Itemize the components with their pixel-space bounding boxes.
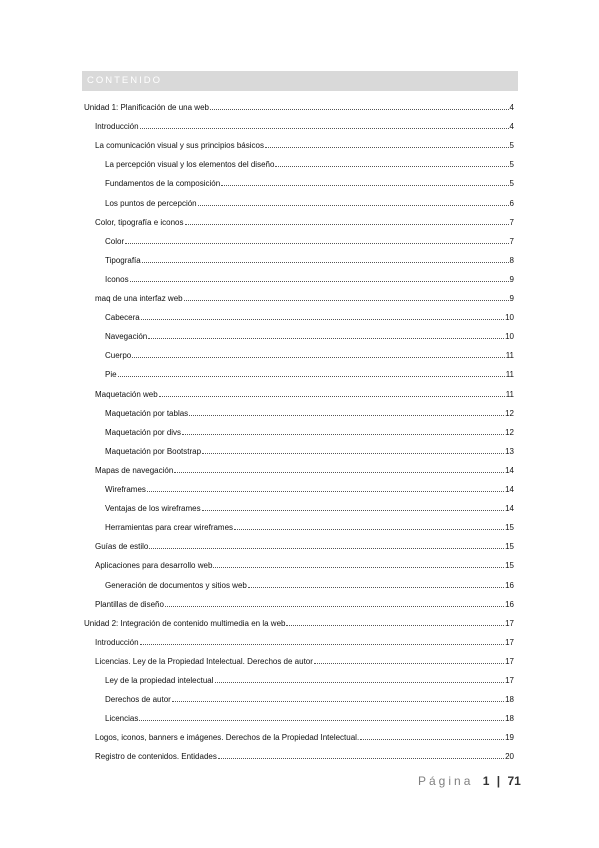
toc-entry[interactable] [84,611,514,628]
page-total: 71 [507,774,521,788]
toc-entry-leader [159,382,505,397]
toc-entry-leader [202,439,504,454]
toc-entry-title: Maquetación web [95,389,158,399]
toc-entry-leader [125,229,508,244]
toc-entry[interactable] [95,133,514,151]
toc-entry[interactable] [105,573,514,590]
toc-entry-leader [221,171,508,186]
toc-entry-leader [210,95,509,110]
toc-entry[interactable] [95,592,514,609]
toc-entry-page: 5 [509,141,514,151]
toc-entry[interactable] [95,382,514,399]
toc-entry-page: 9 [509,274,514,284]
toc-entry[interactable] [105,248,514,265]
toc-entry-leader [132,343,504,358]
page-number: 1 [482,774,490,788]
toc-entry[interactable] [105,324,514,342]
toc-entry-page: 17 [505,618,514,628]
toc-entry-page: 11 [505,389,514,399]
toc-entry-page: 18 [505,695,514,705]
toc-entry-leader [215,668,505,683]
toc-entry-page: 8 [509,255,514,265]
toc-entry-title: Fundamentos de la composición [105,179,221,189]
toc-entry[interactable] [95,630,514,647]
toc-entry-title: La comunicación visual y sus principios básicos [95,141,264,151]
toc-entry[interactable] [84,95,514,112]
toc-entry-title: Derechos de autor [105,695,171,705]
toc-entry-leader [172,687,504,702]
toc-entry-leader [165,592,504,607]
toc-entry-leader [182,420,504,435]
toc-entry-title: Maquetación por divs [105,427,182,437]
toc-entry-leader [140,630,505,645]
toc-entry-title: Logos, iconos, banners e imágenes. Derechos de la Propiedad Intelectual. [95,733,360,743]
toc-entry-page: 7 [509,236,514,246]
toc-entry-leader [286,611,504,626]
toc-entry[interactable] [105,229,514,246]
toc-entry-leader [185,210,509,225]
toc-entry-page: 15 [505,542,514,552]
toc-entry-leader [218,744,504,759]
toc-entry-page: 20 [505,752,514,762]
toc-entry[interactable] [95,458,514,475]
toc-entry-title: Pie [105,370,117,380]
toc-entry-title: Iconos [105,274,129,284]
toc-entry[interactable] [95,210,514,227]
toc-entry-page: 15 [505,523,514,533]
toc-entry-title: Mapas de navegación [95,465,174,475]
toc-entry-page: 7 [509,217,514,227]
toc-entry-page: 16 [505,580,514,590]
toc-entry-page: 9 [509,294,514,303]
toc-entry-leader [184,286,509,301]
toc-entry-page: 14 [505,465,514,475]
toc-entry[interactable] [105,687,514,705]
toc-entry-title: Color [105,236,125,246]
toc-entry-leader [360,725,504,740]
toc-entry-page: 15 [505,561,514,571]
toc-entry-title: Los puntos de percepción [105,198,197,208]
toc-entry-title: Licencias. Ley de la Propiedad Intelectual. Derechos de autor [95,656,313,666]
toc-entry[interactable] [105,477,514,494]
toc-entry-leader [275,152,508,167]
toc-entry-page: 6 [509,198,514,208]
toc-entry-title: Herramientas para crear wireframes [105,523,234,533]
toc-entry-title: Ventajas de los wireframes [105,504,201,514]
toc-entry-leader [148,324,504,339]
page-footer [418,774,521,790]
toc-entry[interactable] [105,439,514,456]
toc-entry[interactable] [105,420,514,437]
toc-entry-title: Maquetación por Bootstrap [105,446,202,456]
toc-entry[interactable] [105,267,514,284]
toc-entry-leader [198,191,509,206]
toc-entry-page: 18 [505,714,514,724]
toc-entry-leader [141,305,504,320]
toc-entry-page: 12 [505,427,514,437]
toc-entry-leader [142,248,509,263]
toc-entry-title: Licencias [105,714,139,724]
toc-entry-title: Guías de estilo [95,542,149,552]
toc-entry-leader [118,362,505,377]
toc-entry[interactable] [105,706,514,724]
toc-entry-page: 10 [505,332,514,342]
page-label: Página [418,774,474,788]
toc-entry-title: Plantillas de diseño [95,599,164,609]
toc-entry[interactable] [95,553,514,571]
toc-entry-page: 5 [509,179,514,189]
toc-entry-title: Unidad 1: Planificación de una web [84,103,209,112]
toc-entry[interactable] [105,305,514,323]
toc-entry-page: 17 [505,676,514,685]
toc-entry-title: maq de una interfaz web [95,294,183,303]
toc-entry[interactable] [95,725,514,743]
toc-entry[interactable] [105,668,514,685]
toc-entry-title: Generación de documentos y sitios web [105,580,247,590]
toc-entry[interactable] [105,401,514,418]
toc-entry[interactable] [95,534,514,552]
toc-entry[interactable] [105,171,514,189]
toc-entry-page: 12 [505,408,514,418]
toc-entry-title: La percepción visual y los elementos del diseño [105,160,275,170]
toc-heading-bar [82,71,518,91]
toc-entry[interactable] [105,362,514,380]
toc-entry-page: 4 [509,103,514,112]
toc-entry-leader [213,553,504,568]
toc-entry-leader [234,515,504,530]
toc-entry-title: Cuerpo [105,351,132,361]
toc-entry-page: 14 [505,504,514,514]
toc-entry-page: 17 [505,637,514,647]
toc-heading: CONTENIDO [87,75,162,86]
toc-entry-leader [139,706,504,721]
toc-entry-title: Aplicaciones para desarrollo web [95,561,213,571]
toc-entry[interactable] [95,114,514,132]
toc-entry-leader [174,458,504,473]
toc-entry-leader [248,573,504,588]
toc-entry-leader [140,114,509,129]
toc-entry-title: Navegación [105,332,148,342]
toc-entry-title: Ley de la propiedad intelectual [105,676,214,685]
toc-entry-title: Cabecera [105,313,140,323]
toc-entry[interactable] [105,191,514,208]
toc-entry-leader [265,133,509,148]
toc-entry-page: 19 [505,733,514,743]
toc-entry-page: 14 [505,485,514,494]
toc-entry[interactable] [95,649,514,666]
toc-entry-title: Color, tipografía e iconos [95,217,184,227]
toc-entry-leader [130,267,509,282]
toc-entry-title: Registro de contenidos. Entidades [95,752,217,762]
toc-entry-title: Introducción [95,637,139,647]
toc-entry-title: Wireframes [105,485,146,494]
toc-entry-page: 17 [505,656,514,666]
toc-entry-leader [149,534,504,549]
toc-entry-title: Unidad 2: Integración de contenido multimedia en la web [84,618,286,628]
toc-entry[interactable] [105,515,514,533]
toc-entry[interactable] [105,152,514,170]
toc-entry-page: 11 [505,370,514,380]
toc-entry-page: 11 [505,351,514,361]
toc-entry-leader [314,649,504,664]
toc-entry-page: 16 [505,599,514,609]
toc-entry-leader [147,477,504,492]
toc-entry-title: Tipografía [105,255,141,265]
page-separator: | [496,774,501,788]
toc-entry-title: Maquetación por tablas [105,408,189,418]
toc-entry-leader [202,496,504,511]
toc-entry-page: 10 [505,313,514,323]
toc-entry-page: 13 [505,446,514,456]
toc-entry-leader [189,401,504,416]
toc-entry[interactable] [105,343,514,361]
toc-entry[interactable] [95,286,514,303]
toc-entry-page: 4 [509,122,514,132]
toc-entry[interactable] [105,496,514,514]
toc-entry[interactable] [95,744,514,762]
toc-entry-page: 5 [509,160,514,170]
toc-entry-title: Introducción [95,122,139,132]
